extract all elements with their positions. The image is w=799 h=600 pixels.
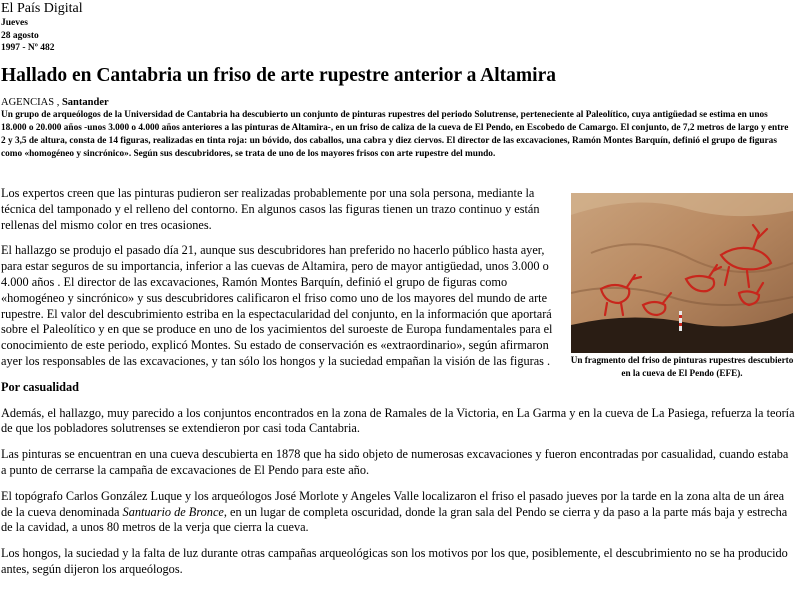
figure-caption: Un fragmento del friso de pinturas rupestres descubierto en la cueva de El Pendo (EFE). [570,355,794,378]
body-paragraph-3: Además, el hallazgo, muy parecido a los conjuntos encontrados en la zona de Ramales de la Victoria, en La Garma y en la cueva de La Pasiega, refuerza la teoría de que los pobladores solutrenses se extendieron por casi toda Cantabria. [1,405,795,436]
body-paragraph-5 [1,489,795,536]
dateline-weekday: Jueves [1,18,28,28]
article-body [1,186,795,588]
byline-place: Santander [61,97,109,108]
byline [1,97,109,109]
cave-painting-photo [571,193,793,353]
article-figure [569,193,795,379]
place-name-italic: Santuario de Bronce [122,504,224,519]
dateline [1,17,55,55]
headline: Hallado en Cantabria un friso de arte rupestre anterior a Altamira [1,65,556,86]
body-paragraph-1: Los expertos creen que las pinturas pudieron ser realizadas probablemente por una sola persona, mediante la técnica del tamponado y el relleno del contorno. En algunos casos las figuras tienen un trazo continuo y están rellenas del mismo color en tres ocasiones. [1,186,540,232]
body-paragraph-2: El hallazgo se produjo el pasado día 21, aunque sus descubridores han preferido no hacerlo público hasta ayer, para estar seguros de su importancia, inferior a las cuevas de Altamira, pero de mayor antigüedad, unos 3.000 o 4.000 años . El director de las excavaciones, Ramón Montes Barquín, definió el grupo de figuras como «homogéneo y sincrónico» y sus descubridores calificaron el friso como uno de los mayores del mundo de arte rupestre. El valor del descubrimiento estriba en la espectacularidad del conjunto, en la información que aportará sobre el Paleolítico y en que se produce en uno de los yacimientos del suroeste de Europa fundamentales para el conocimiento de este periodo, explicó Montes. Su estado de conservación es «extraordinario», según afirmaron ayer los responsables de las excavaciones, y tan sólo los hongos y la suciedad empañan la visión de las figuras . [1,243,553,368]
body-paragraph-4: Las pinturas se encuentran en una cueva descubierta en 1878 que ha sido objeto de numerosas excavaciones y fueron encontradas por casualidad, cuando estaba a punto de cerrarse la campaña de excavaciones de El Pendo para este año. [1,447,789,477]
section-subhead: Por casualidad [1,379,80,394]
dateline-issue: 1997 - Nº 482 [1,43,55,53]
body-paragraph-5-start: El topógrafo Carlos González Luque y los arqueólogos José Morlote y Angeles Valle localizaron el friso el pasado jueves por la tarde en la zona alta de un área de la cueva denominada [1,488,785,519]
dateline-date: 28 agosto [1,30,39,41]
byline-agency: AGENCIAS , [1,97,60,108]
lead-paragraph: Un grupo de arqueólogos de la Universidad de Cantabria ha descubierto un conjunto de pinturas rupestres del periodo Solutrense, perteneciente al Paleolítico, cuya antigüedad se estima en unos 18.000 o 20.000 años -unos 3.000 o 4.000 años anteriores a las pinturas de Altamira-, en un friso de caliza de la cueva de El Pendo, en Escobedo de Camargo. El conjunto, de 7,2 metros de largo y entre 2 y 3,5 de altura, consta de 14 figuras, realizadas en tinta roja: un bóvido, dos caballos, una cabra y diez ciervos. El director de las excavaciones, Ramón Montes Barquín, definió el grupo de figuras como «homogéneo y sincrónico». Según sus descubridores, se trata de uno de los mayores frisos con arte rupestre del mundo. [1,110,789,159]
body-paragraph-5-end: , en un lugar de completa oscuridad, donde la gran sala del Pendo se cierra y da paso a la parte más baja y estrecha de la cavidad, a unos 80 metros de la verja que cierra la cueva. [1,504,788,535]
masthead: El País Digital [1,1,83,16]
body-paragraph-6: Los hongos, la suciedad y la falta de luz durante otras campañas arqueológicas son los motivos por los que, posiblemente, el descubrimiento no se ha producido antes, según dijeron los arqueólogos. [1,546,788,576]
